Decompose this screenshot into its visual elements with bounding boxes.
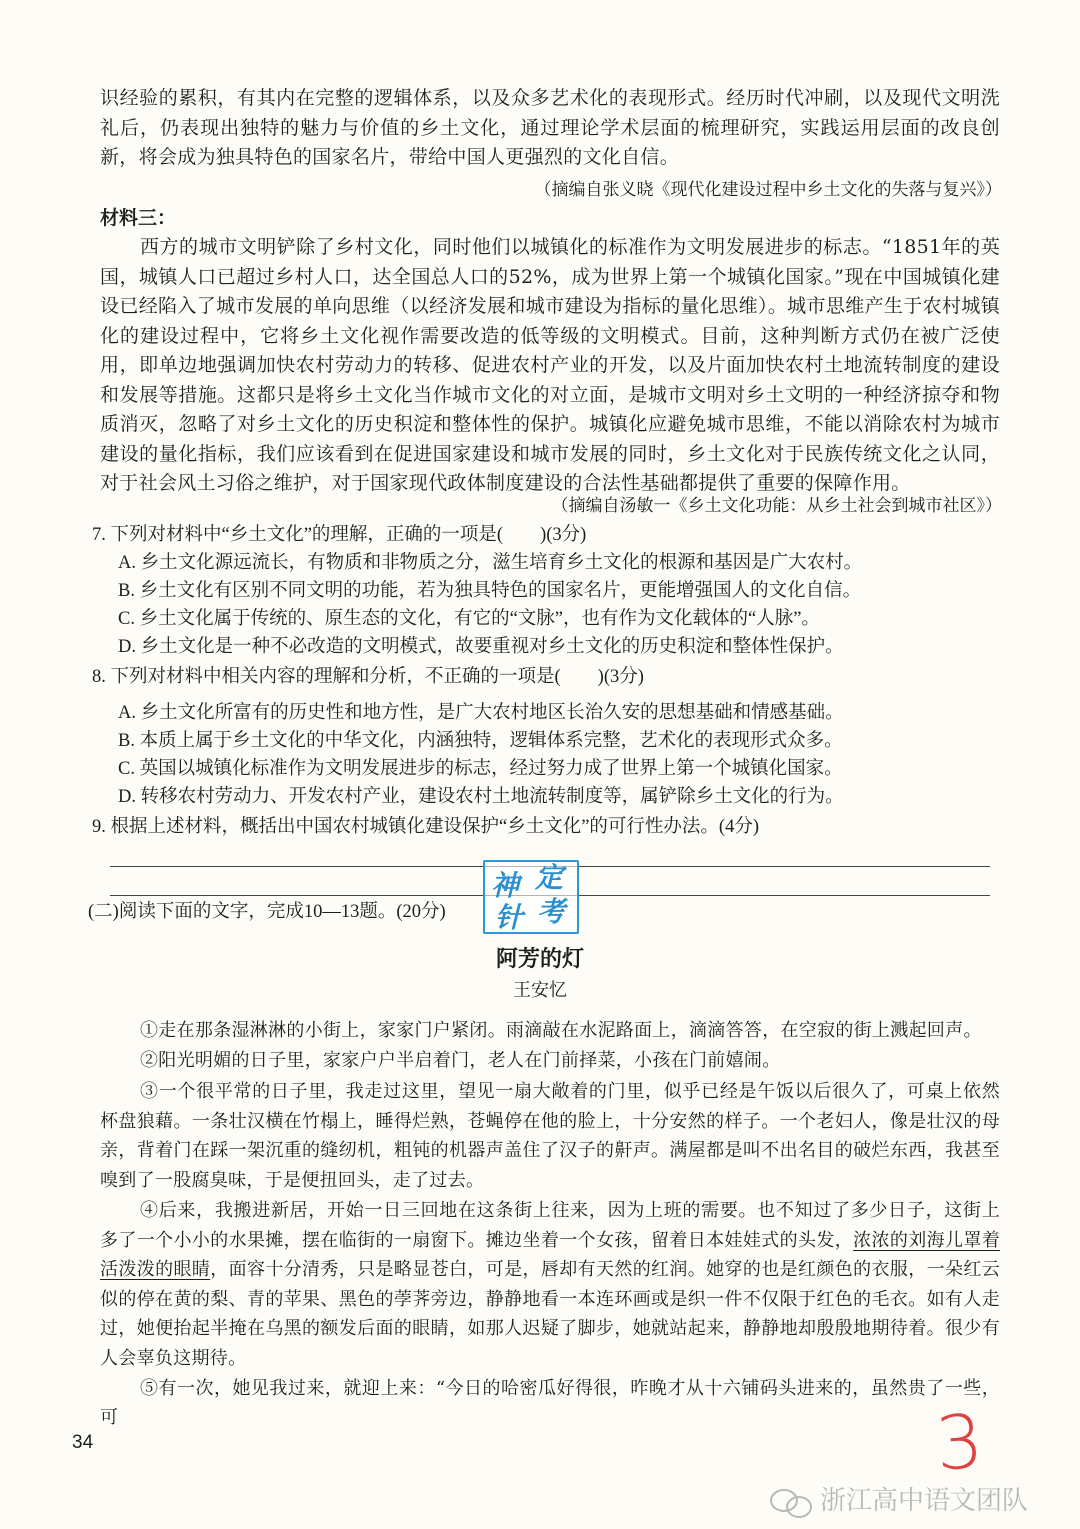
watermark-text: 浙江高中语文团队: [820, 1486, 1029, 1516]
story-paragraph-4-end: ，面容十分清秀，只是略显苍白，可是，唇却有天然的红润。她穿的也是红颜色的衣服，一朵红云似的停在黄的梨、青的苹果、黑色的荸荠旁边，静静地看一本连环画或是织一件不仅限于红色的毛衣。如有人走过，她便抬起半掩在乌黑的额发后面的眼睛，如那人迟疑了脚步，她就站起来，静静地却殷殷地期待着。很少有人会辜负这期待。: [100, 1259, 1000, 1369]
story-paragraph-5: ⑤有一次，她见我过来，就迎上来：“今日的哈密瓜好得很，昨晚才从十六铺码头进来的，虽然贵了一些，可: [100, 1378, 1000, 1428]
watermark: [770, 1480, 1028, 1517]
question-8-stem: 8. 下列对材料中相关内容的理解和分析，不正确的一项是( )(3分): [92, 667, 644, 687]
source-citation-3: （摘编自汤敏一《乡土文化功能：从乡土社会到城市社区》）: [551, 496, 1002, 515]
story-paragraph-4: [100, 1196, 1000, 1373]
story-paragraph-4-start: ④后来，我搬进新居，开始一日三回地在这条街上往来，因为上班的需要。也不知过了多少日子，这街上多了一个小小的水果摊，摆在临街的一扇窗下。摊边坐着一个女孩，留着日本娃娃式的头发，: [100, 1200, 1000, 1251]
material-3-body: 西方的城市文明铲除了乡村文化，同时他们以城镇化的标准作为文明发展进步的标志。“1851年的英国，城镇人口已超过乡村人口，达全国总人口的52%，成为世界上第一个城镇化国家。”现在中国城镇化建设已经陷入了城市发展的单向思维（以经济发展和城市建设为指标的量化思维）。城市思维产生于农村城镇化的建设过程中，它将乡土文化视作需要改造的低等级的文明模式。目前，这种判断方式仍在被广泛使用，即单边地强调加快农村劳动力的转移、促进农村产业的开发，以及片面加快农村土地流转制度的建设和发展等措施。这都只是将乡土文化当作城市文化的对立面，是城市文明对乡土文明的一种经济掠夺和物质消灭，忽略了对乡土文化的历史积淀和整体性的保护。城镇化应避免城市思维，不能以消除农村为城市建设的量化指标，我们应该看到在促进国家建设和城市发展的同时，乡土文化对于民族传统文化之认同，对于社会风土习俗之维护，对于国家现代政体制度建设的合法性基础都提供了重要的保障作用。: [100, 236, 1000, 494]
story-underlined-sentence: 浓浓的刘海儿罩着活泼泼的眼睛: [100, 1229, 1001, 1280]
story-paragraph-1: ①走在那条湿淋淋的小街上，家家门户紧闭。雨滴敲在水泥路面上，滴滴答答，在空寂的街上溅起回声。: [140, 1020, 982, 1041]
question-8-option-d: D. 转移农村劳动力、开发农村产业，建设农村土地流转制度等，属铲除乡土文化的行为。: [118, 787, 844, 807]
page-number: 34: [72, 1432, 94, 1453]
story-title: 阿芳的灯: [495, 947, 584, 972]
handwritten-score: 3: [933, 1398, 987, 1488]
question-7-option-b: B. 乡土文化有区别不同文明的功能，若为独具特色的国家名片，更能增强国人的文化自信。: [118, 581, 862, 601]
stamp-char-4: 考: [537, 895, 566, 928]
stamp-char-1: 神: [491, 869, 520, 902]
question-7-option-a: A. 乡土文化源远流长，有物质和非物质之分，滋生培育乡土文化的根源和基因是广大农村。: [118, 553, 863, 573]
section-2-heading: (二)阅读下面的文字，完成10—13题。(20分): [88, 902, 446, 922]
story-paragraph-3: ③一个很平常的日子里，我走过这里，望见一扇大敞着的门里，似乎已经是午饭以后很久了，可桌上依然杯盘狼藉。一条壮汉横在竹榻上，睡得烂熟，苍蝇停在他的脸上，十分安然的样子。一个老妇人，像是壮汉的母亲，背着门在踩一架沉重的缝纫机，粗钝的机器声盖住了汉子的鼾声。满屋都是叫不出名目的破烂东西，我甚至嗅到了一股腐臭味，于是便扭回头，走了过去。: [100, 1081, 1000, 1191]
story-paragraph-2: ②阳光明媚的日子里，家家户户半启着门，老人在门前择菜，小孩在门前嬉闹。: [140, 1050, 781, 1071]
story-author: 王安忆: [513, 980, 567, 1000]
source-citation-2: （摘编自张义晓《现代化建设过程中乡土文化的失落与复兴》）: [534, 180, 1002, 199]
wechat-icon: [770, 1487, 812, 1517]
stamp-char-3: 针: [495, 901, 524, 934]
question-7-option-d: D. 乡土文化是一种不必改造的文明模式，故要重视对乡土文化的历史积淀和整体性保护。: [118, 637, 844, 657]
question-7-stem: 7. 下列对材料中“乡土文化”的理解，正确的一项是( )(3分): [92, 525, 587, 545]
material-3-heading: 材料三：: [100, 207, 177, 229]
question-9-stem: 9. 根据上述材料，概括出中国农村城镇化建设保护“乡土文化”的可行性办法。(4分): [92, 817, 759, 837]
question-7-option-c: C. 乡土文化属于传统的、原生态的文化，有它的“文脉”，也有作为文化载体的“人脉”。: [118, 609, 820, 629]
question-8-option-a: A. 乡土文化所富有的历史性和地方性，是广大农村地区长治久安的思想基础和情感基础。: [118, 703, 844, 723]
question-8-option-c: C. 英国以城镇化标准作为文明发展进步的标志，经过努力成了世界上第一个城镇化国家。: [118, 759, 843, 779]
stamp-char-2: 定: [535, 861, 564, 894]
question-8-option-b: B. 本质上属于乡土文化的中华文化，内涵独特，逻辑体系完整，艺术化的表现形式众多。: [118, 731, 843, 751]
intro-paragraph: 识经验的累积，有其内在完整的逻辑体系，以及众多艺术化的表现形式。经历时代冲刷，以及现代文明洗礼后，仍表现出独特的魅力与价值的乡土文化，通过理论学术层面的梳理研究，实践运用层面的改良创新，将会成为独具特色的国家名片，带给中国人更强烈的文化自信。: [100, 87, 1000, 168]
